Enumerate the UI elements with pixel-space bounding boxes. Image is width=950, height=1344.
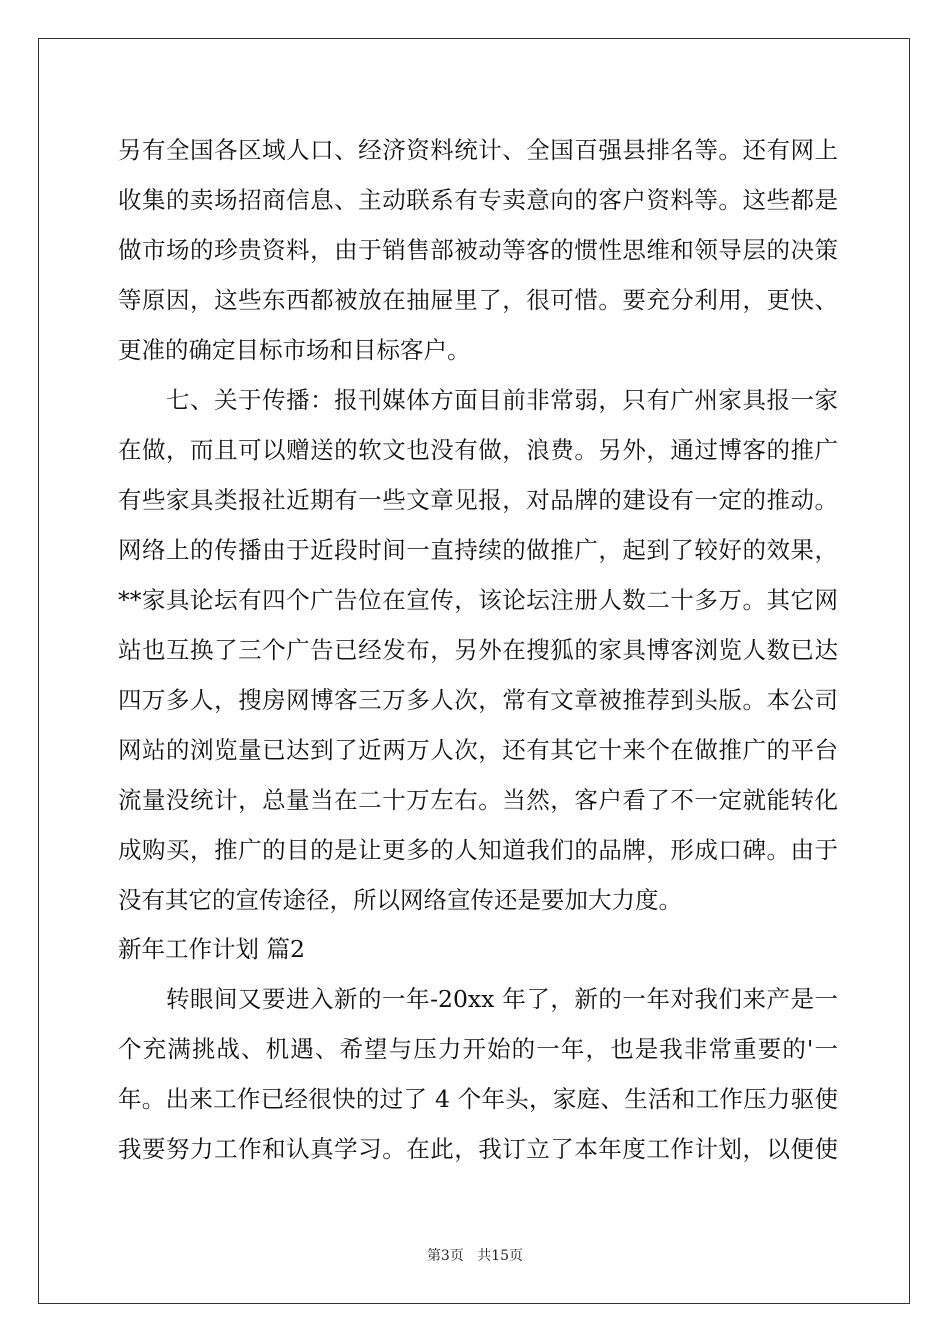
page-number: 第3页 [426,1248,464,1264]
text-line: 站也互换了三个广告已经发布，另外在搜狐的家具博客浏览人数已达 [118,636,838,664]
text-line: 网络上的传播由于近段时间一直持续的做推广，起到了较好的效果， [118,536,838,564]
text-line: 没有其它的宣传途径，所以网络宣传还是要加大力度。 [118,886,682,914]
text-line: 年。出来工作已经很快的过了 4 个年头，家庭、生活和工作压力驱使 [118,1085,838,1113]
section-heading: 新年工作计划 篇2 [118,935,305,963]
text-line: 成购买，推广的目的是让更多的人知道我们的品牌，形成口碑。由于 [118,836,838,864]
page-total: 共15页 [477,1248,524,1264]
text-line: 收集的卖场招商信息、主动联系有专卖意向的客户资料等。这些都是 [118,186,838,214]
text-line: **家具论坛有四个广告位在宣传，该论坛注册人数二十多万。其它网 [118,586,838,614]
text-line: 在做，而且可以赠送的软文也没有做，浪费。另外，通过博客的推广 [118,436,838,464]
text-line: 转眼间又要进入新的一年-20xx 年了，新的一年对我们来产是一 [166,985,838,1013]
text-line: 更准的确定目标市场和目标客户。 [118,336,471,364]
text-line: 我要努力工作和认真学习。在此，我订立了本年度工作计划，以便使 [118,1135,838,1163]
text-line: 等原因，这些东西都被放在抽屉里了，很可惜。要充分利用，更快、 [118,286,838,314]
page-footer [0,1246,950,1266]
text-line: 个充满挑战、机遇、希望与压力开始的一年，也是我非常重要的'一 [118,1035,838,1063]
text-line: 做市场的珍贵资料，由于销售部被动等客的惯性思维和领导层的决策 [118,236,838,264]
text-line: 流量没统计，总量当在二十万左右。当然，客户看了不一定就能转化 [118,786,838,814]
text-line: 有些家具类报社近期有一些文章见报，对品牌的建设有一定的推动。 [118,486,838,514]
text-line: 另有全国各区域人口、经济资料统计、全国百强县排名等。还有网上 [118,136,838,164]
text-line: 四万多人，搜房网博客三万多人次，常有文章被推荐到头版。本公司 [118,686,838,714]
text-line: 网站的浏览量已达到了近两万人次，还有其它十来个在做推广的平台 [118,736,838,764]
text-line: 七、关于传播：报刊媒体方面目前非常弱，只有广州家具报一家 [166,386,838,414]
